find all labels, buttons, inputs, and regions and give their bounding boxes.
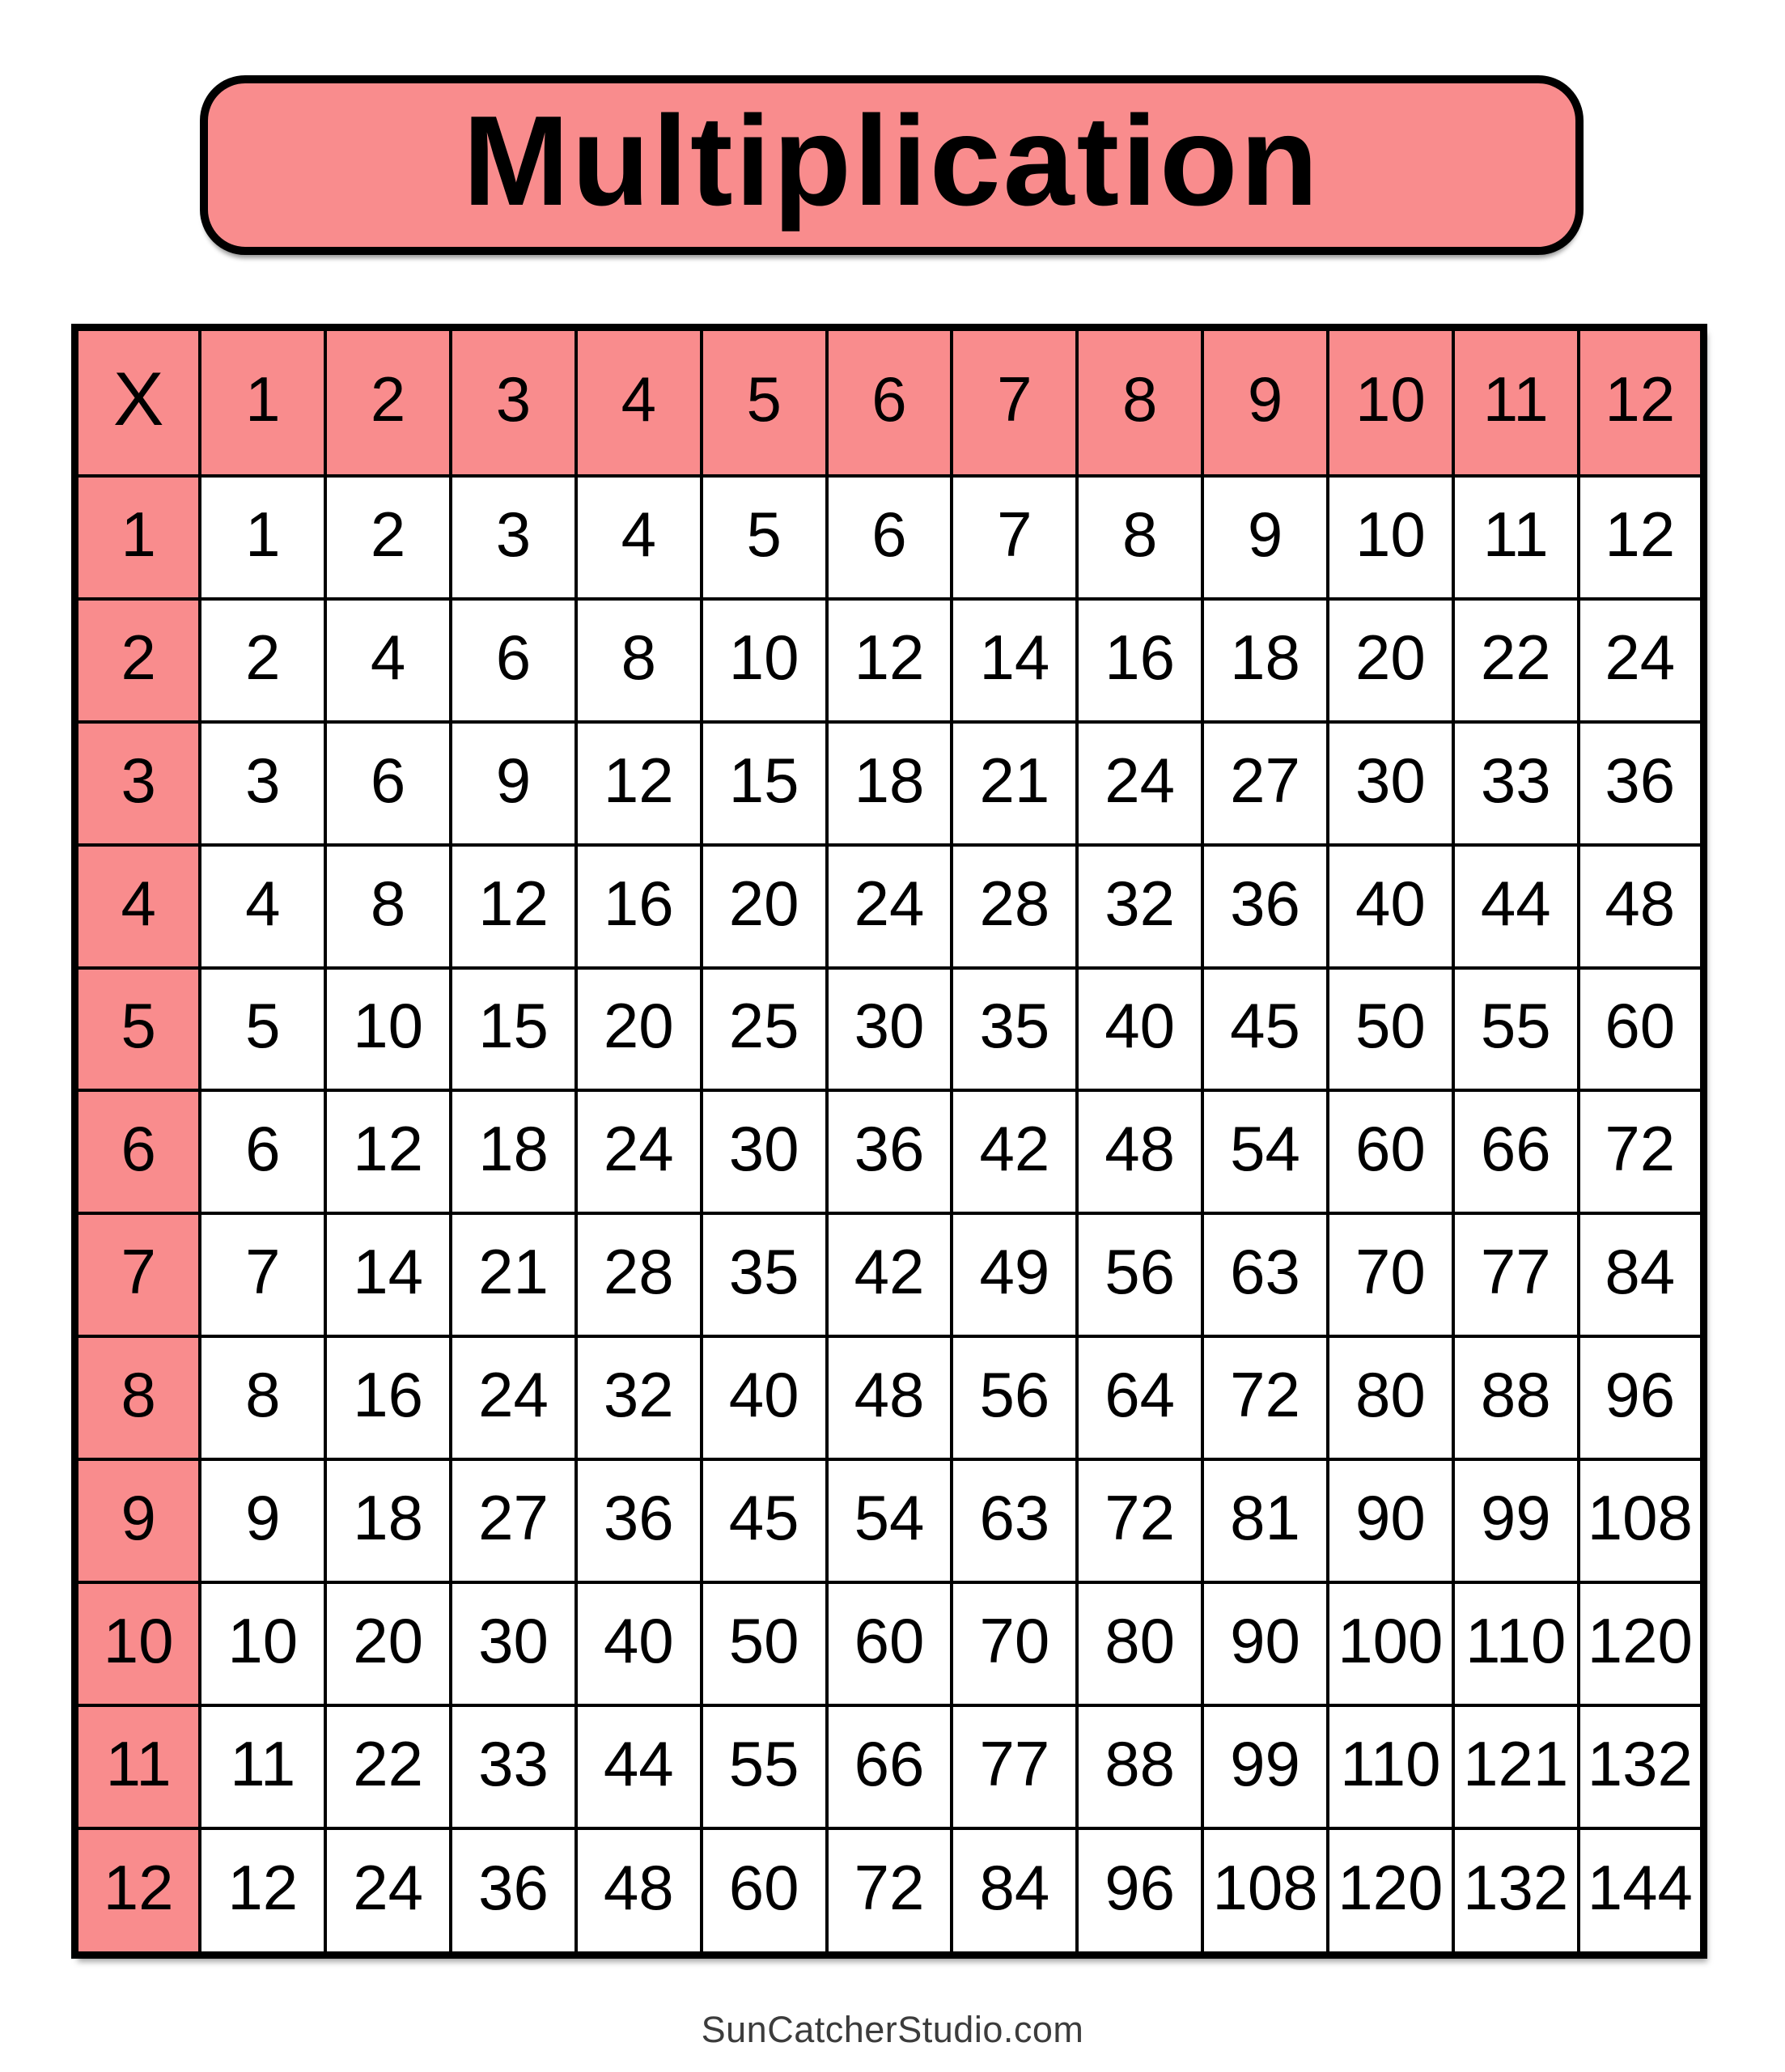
product-cell: 10 [1328, 476, 1453, 599]
product-cell: 72 [1579, 1090, 1704, 1213]
product-cell: 10 [200, 1582, 325, 1705]
product-cell: 18 [1202, 599, 1328, 722]
product-cell: 24 [1077, 722, 1202, 845]
product-cell: 44 [576, 1705, 702, 1828]
product-cell: 110 [1328, 1705, 1453, 1828]
product-cell: 9 [200, 1459, 325, 1582]
table-row [75, 1582, 1704, 1705]
product-cell: 14 [952, 599, 1077, 722]
product-cell: 50 [1328, 968, 1453, 1091]
row-header-cell: 5 [75, 968, 201, 1091]
row-header-cell: 6 [75, 1090, 201, 1213]
product-cell: 40 [1077, 968, 1202, 1091]
product-cell: 12 [325, 1090, 451, 1213]
row-header-cell: 2 [75, 599, 201, 722]
product-cell: 9 [1202, 476, 1328, 599]
product-cell: 12 [1579, 476, 1704, 599]
column-header-cell: 11 [1453, 328, 1579, 476]
product-cell: 110 [1453, 1582, 1579, 1705]
product-cell: 11 [200, 1705, 325, 1828]
product-cell: 90 [1328, 1459, 1453, 1582]
row-header-cell: 4 [75, 845, 201, 968]
product-cell: 60 [827, 1582, 952, 1705]
product-cell: 132 [1579, 1705, 1704, 1828]
product-cell: 32 [576, 1336, 702, 1459]
product-cell: 6 [325, 722, 451, 845]
table-row [75, 1213, 1704, 1336]
product-cell: 15 [702, 722, 827, 845]
product-cell: 24 [451, 1336, 576, 1459]
product-cell: 63 [1202, 1213, 1328, 1336]
table-row [75, 599, 1704, 722]
product-cell: 55 [1453, 968, 1579, 1091]
product-cell: 3 [451, 476, 576, 599]
product-cell: 4 [325, 599, 451, 722]
product-cell: 24 [325, 1828, 451, 1955]
row-header-cell: 3 [75, 722, 201, 845]
product-cell: 24 [576, 1090, 702, 1213]
product-cell: 60 [1328, 1090, 1453, 1213]
product-cell: 16 [1077, 599, 1202, 722]
product-cell: 33 [451, 1705, 576, 1828]
product-cell: 54 [1202, 1090, 1328, 1213]
product-cell: 18 [451, 1090, 576, 1213]
product-cell: 60 [1579, 968, 1704, 1091]
product-cell: 36 [1579, 722, 1704, 845]
product-cell: 4 [576, 476, 702, 599]
product-cell: 21 [952, 722, 1077, 845]
product-cell: 48 [576, 1828, 702, 1955]
product-cell: 30 [1328, 722, 1453, 845]
product-cell: 72 [827, 1828, 952, 1955]
page-title: Multiplication [462, 90, 1321, 232]
table-row [75, 845, 1704, 968]
product-cell: 56 [952, 1336, 1077, 1459]
product-cell: 36 [1202, 845, 1328, 968]
product-cell: 2 [200, 599, 325, 722]
row-header-cell: 11 [75, 1705, 201, 1828]
product-cell: 16 [576, 845, 702, 968]
product-cell: 90 [1202, 1582, 1328, 1705]
product-cell: 30 [827, 968, 952, 1091]
title-banner [200, 75, 1584, 255]
product-cell: 121 [1453, 1705, 1579, 1828]
footer [0, 2009, 1785, 2051]
product-cell: 99 [1202, 1705, 1328, 1828]
product-cell: 49 [952, 1213, 1077, 1336]
product-cell: 81 [1202, 1459, 1328, 1582]
row-header-cell: 10 [75, 1582, 201, 1705]
product-cell: 35 [952, 968, 1077, 1091]
product-cell: 36 [576, 1459, 702, 1582]
product-cell: 14 [325, 1213, 451, 1336]
product-cell: 48 [1579, 845, 1704, 968]
product-cell: 3 [200, 722, 325, 845]
table-row [75, 968, 1704, 1091]
product-cell: 6 [451, 599, 576, 722]
column-header-cell: 1 [200, 328, 325, 476]
column-header-cell: 8 [1077, 328, 1202, 476]
product-cell: 28 [576, 1213, 702, 1336]
product-cell: 32 [1077, 845, 1202, 968]
product-cell: 33 [1453, 722, 1579, 845]
row-header-cell: 9 [75, 1459, 201, 1582]
product-cell: 54 [827, 1459, 952, 1582]
product-cell: 72 [1202, 1336, 1328, 1459]
product-cell: 96 [1579, 1336, 1704, 1459]
product-cell: 56 [1077, 1213, 1202, 1336]
product-cell: 144 [1579, 1828, 1704, 1955]
footer-site-credit: SunCatcherStudio.com [701, 2009, 1084, 2050]
product-cell: 25 [702, 968, 827, 1091]
table-row [75, 722, 1704, 845]
row-header-cell: 1 [75, 476, 201, 599]
corner-cell: X [75, 328, 201, 476]
product-cell: 40 [1328, 845, 1453, 968]
product-cell: 55 [702, 1705, 827, 1828]
product-cell: 50 [702, 1582, 827, 1705]
column-header-cell: 6 [827, 328, 952, 476]
product-cell: 42 [827, 1213, 952, 1336]
table-row [75, 1090, 1704, 1213]
table-row [75, 1459, 1704, 1582]
product-cell: 108 [1202, 1828, 1328, 1955]
product-cell: 1 [200, 476, 325, 599]
product-cell: 15 [451, 968, 576, 1091]
row-header-cell: 7 [75, 1213, 201, 1336]
product-cell: 9 [451, 722, 576, 845]
product-cell: 22 [325, 1705, 451, 1828]
product-cell: 66 [1453, 1090, 1579, 1213]
product-cell: 4 [200, 845, 325, 968]
product-cell: 7 [952, 476, 1077, 599]
table-row [75, 1705, 1704, 1828]
product-cell: 60 [702, 1828, 827, 1955]
column-header-cell: 9 [1202, 328, 1328, 476]
product-cell: 8 [325, 845, 451, 968]
product-cell: 5 [702, 476, 827, 599]
product-cell: 8 [576, 599, 702, 722]
product-cell: 96 [1077, 1828, 1202, 1955]
product-cell: 48 [1077, 1090, 1202, 1213]
product-cell: 40 [576, 1582, 702, 1705]
product-cell: 77 [952, 1705, 1077, 1828]
product-cell: 80 [1077, 1582, 1202, 1705]
product-cell: 24 [1579, 599, 1704, 722]
product-cell: 5 [200, 968, 325, 1091]
column-header-cell: 5 [702, 328, 827, 476]
product-cell: 80 [1328, 1336, 1453, 1459]
product-cell: 44 [1453, 845, 1579, 968]
product-cell: 28 [952, 845, 1077, 968]
product-cell: 21 [451, 1213, 576, 1336]
product-cell: 20 [1328, 599, 1453, 722]
column-header-cell: 12 [1579, 328, 1704, 476]
product-cell: 70 [1328, 1213, 1453, 1336]
product-cell: 84 [952, 1828, 1077, 1955]
product-cell: 88 [1077, 1705, 1202, 1828]
product-cell: 11 [1453, 476, 1579, 599]
product-cell: 8 [1077, 476, 1202, 599]
product-cell: 35 [702, 1213, 827, 1336]
column-header-cell: 3 [451, 328, 576, 476]
table-row [75, 1828, 1704, 1955]
product-cell: 64 [1077, 1336, 1202, 1459]
row-header-cell: 12 [75, 1828, 201, 1955]
product-cell: 63 [952, 1459, 1077, 1582]
product-cell: 99 [1453, 1459, 1579, 1582]
product-cell: 36 [827, 1090, 952, 1213]
product-cell: 77 [1453, 1213, 1579, 1336]
product-cell: 12 [451, 845, 576, 968]
product-cell: 6 [827, 476, 952, 599]
column-header-cell: 7 [952, 328, 1077, 476]
row-header-cell: 8 [75, 1336, 201, 1459]
column-header-cell: 10 [1328, 328, 1453, 476]
product-cell: 16 [325, 1336, 451, 1459]
product-cell: 100 [1328, 1582, 1453, 1705]
product-cell: 66 [827, 1705, 952, 1828]
product-cell: 12 [576, 722, 702, 845]
product-cell: 42 [952, 1090, 1077, 1213]
product-cell: 12 [200, 1828, 325, 1955]
product-cell: 88 [1453, 1336, 1579, 1459]
product-cell: 27 [1202, 722, 1328, 845]
product-cell: 108 [1579, 1459, 1704, 1582]
product-cell: 10 [325, 968, 451, 1091]
product-cell: 18 [827, 722, 952, 845]
product-cell: 40 [702, 1336, 827, 1459]
product-cell: 22 [1453, 599, 1579, 722]
product-cell: 120 [1328, 1828, 1453, 1955]
product-cell: 27 [451, 1459, 576, 1582]
product-cell: 120 [1579, 1582, 1704, 1705]
column-header-cell: 4 [576, 328, 702, 476]
product-cell: 18 [325, 1459, 451, 1582]
product-cell: 24 [827, 845, 952, 968]
table-header-row [75, 328, 1704, 476]
product-cell: 10 [702, 599, 827, 722]
product-cell: 20 [576, 968, 702, 1091]
product-cell: 84 [1579, 1213, 1704, 1336]
table-row [75, 476, 1704, 599]
multiplication-table [71, 324, 1707, 1959]
product-cell: 72 [1077, 1459, 1202, 1582]
product-cell: 6 [200, 1090, 325, 1213]
product-cell: 45 [1202, 968, 1328, 1091]
column-header-cell: 2 [325, 328, 451, 476]
product-cell: 30 [702, 1090, 827, 1213]
product-cell: 2 [325, 476, 451, 599]
product-cell: 8 [200, 1336, 325, 1459]
product-cell: 36 [451, 1828, 576, 1955]
product-cell: 48 [827, 1336, 952, 1459]
product-cell: 20 [702, 845, 827, 968]
product-cell: 70 [952, 1582, 1077, 1705]
product-cell: 30 [451, 1582, 576, 1705]
product-cell: 12 [827, 599, 952, 722]
product-cell: 20 [325, 1582, 451, 1705]
product-cell: 132 [1453, 1828, 1579, 1955]
product-cell: 7 [200, 1213, 325, 1336]
product-cell: 45 [702, 1459, 827, 1582]
table-row [75, 1336, 1704, 1459]
